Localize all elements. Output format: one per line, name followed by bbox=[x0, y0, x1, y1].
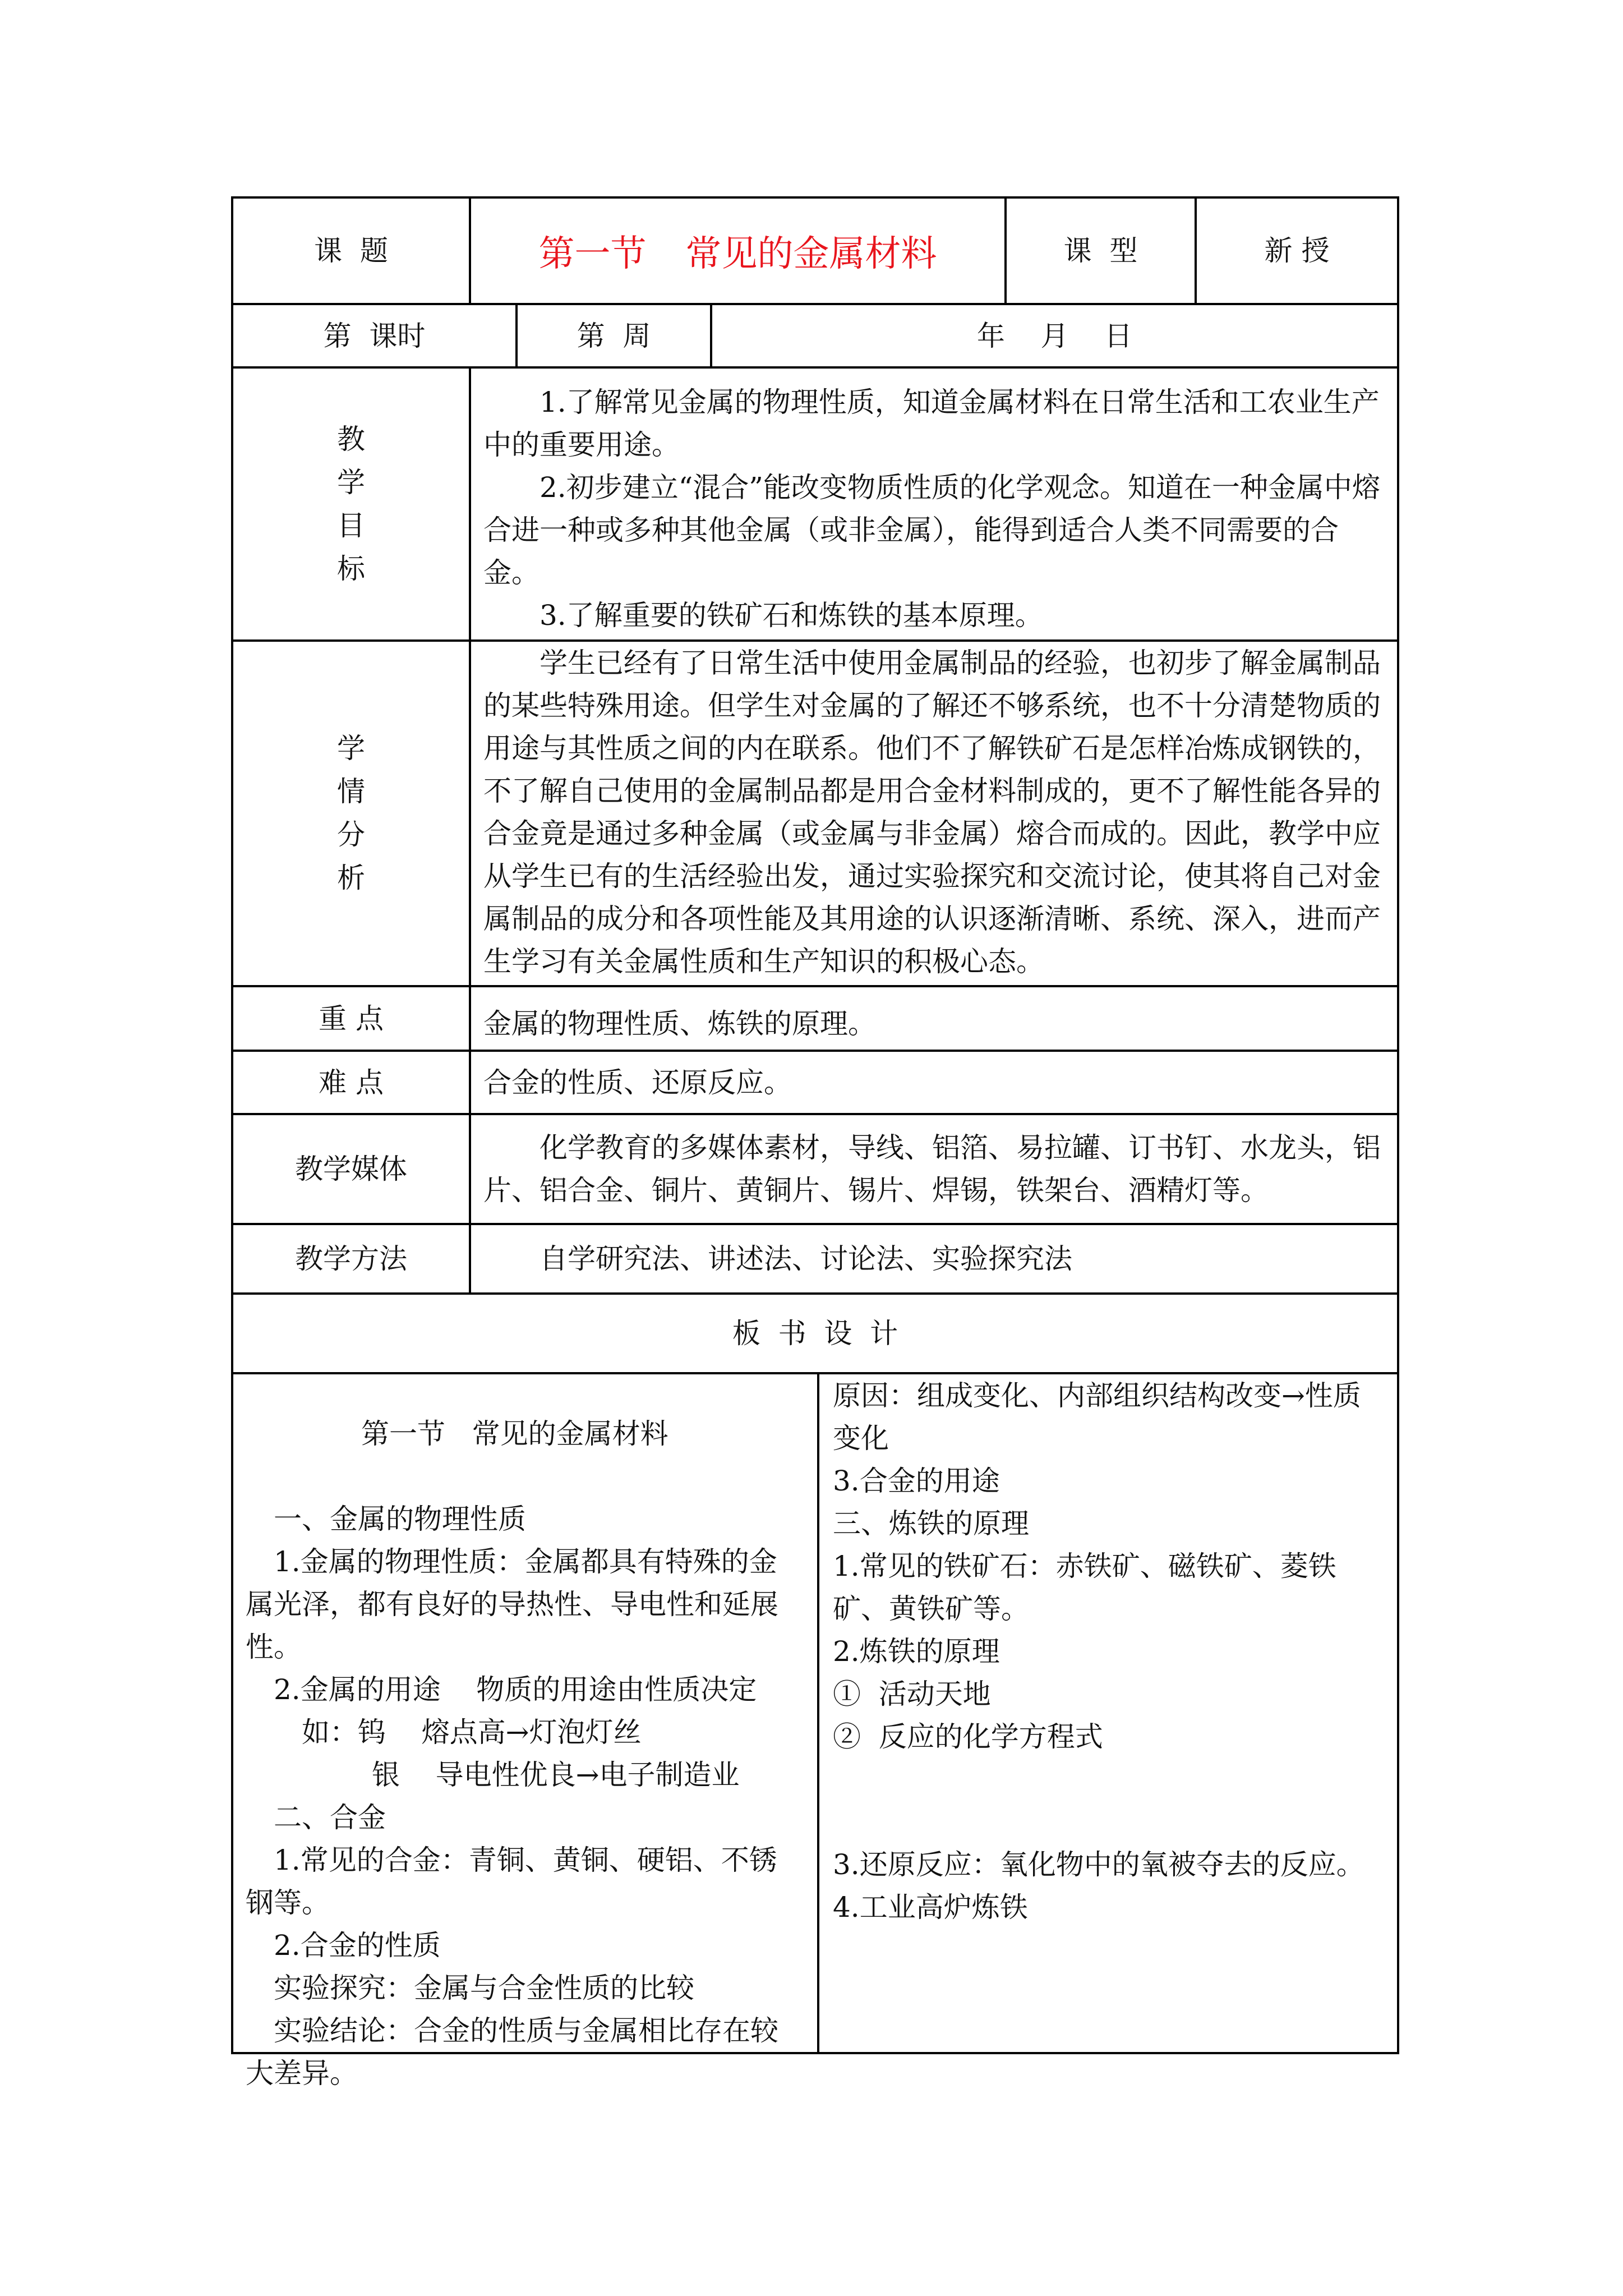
objectives-content bbox=[471, 369, 1399, 642]
objective-3: 3.了解重要的铁矿石和炼铁的基本原理。 bbox=[540, 599, 1043, 632]
board-line: 实验结论：合金的性质与金属相比存在较大差异。 bbox=[246, 2014, 778, 2090]
board-line: 1.金属的物理性质：金属都具有特殊的金属光泽，都有良好的导热性、导电性和延展性。 bbox=[246, 1545, 778, 1663]
analysis-label: 学 情 分 析 bbox=[233, 642, 471, 987]
board-line: 4.工业高炉炼铁 bbox=[833, 1891, 1028, 1924]
objective-1: 1.了解常见金属的物理性质，知道金属材料在日常生活和工农业生产中的重要用途。 bbox=[483, 386, 1380, 461]
difficulties-label: 难 点 bbox=[233, 1052, 471, 1115]
board-line: 二、合金 bbox=[274, 1801, 386, 1834]
media-value: 化学教育的多媒体素材，导线、铝箔、易拉罐、订书钉、水龙头，铝片、铝合金、铜片、黄铜片、锡片、焊锡，铁架台、酒精灯等。 bbox=[471, 1115, 1399, 1225]
topic-title: 常见的金属材料 bbox=[685, 233, 937, 275]
board-line: 1.常见的合金：青铜、黄铜、硬铝、不锈钢等。 bbox=[246, 1844, 777, 1919]
board-line: 三、炼铁的原理 bbox=[833, 1507, 1029, 1540]
board-right bbox=[819, 1374, 1399, 2054]
week-cell: 第 周 bbox=[518, 305, 712, 369]
topic-title-cell bbox=[471, 199, 1007, 305]
board-line: ① 活动天地 bbox=[833, 1678, 991, 1710]
type-value: 新 授 bbox=[1197, 199, 1399, 305]
board-line: 一、金属的物理性质 bbox=[274, 1503, 526, 1535]
board-line: 如：钨 熔点高→灯泡灯丝 bbox=[302, 1716, 642, 1749]
board-line: 2.炼铁的原理 bbox=[833, 1635, 1000, 1668]
lesson-plan-table bbox=[231, 196, 1399, 2090]
board-heading: 第一节 常见的金属材料 bbox=[361, 1418, 668, 1450]
key-points-label: 重 点 bbox=[233, 987, 471, 1052]
board-line: 1.常见的铁矿石：赤铁矿、磁铁矿、菱铁矿、黄铁矿等。 bbox=[833, 1550, 1336, 1625]
board-line: 2.合金的性质 bbox=[274, 1929, 441, 1962]
analysis-content bbox=[471, 642, 1399, 987]
topic-label-text: 课 题 bbox=[314, 234, 388, 267]
analysis-text: 学生已经有了日常生活中使用金属制品的经验，也初步了解金属制品的某些特殊用途。但学生对金属的了解还不够系统，也不十分清楚物质的用途与其性质之间的内在联系。他们不了解铁矿石是怎样冶炼成钢铁的，不了解自己使用的金属制品都是用合金材料制成的，更不了解性能各异的合金竟是通过多种金属（或金属与非金属）熔合而成的。因此，教学中应从学生已有的生活经验出发，通过实验探究和交流讨论，使其将自己对金属制品的成分和各项性能及其用途的认识逐渐清晰、系统、深入，进而产生学习有关金属性质和生产知识的积极心态。 bbox=[483, 647, 1381, 978]
board-title: 板 书 设 计 bbox=[233, 1295, 1399, 1374]
board-line: 银 导电性优良→电子制造业 bbox=[372, 1759, 740, 1791]
media-label: 教学媒体 bbox=[233, 1115, 471, 1225]
objective-2: 2.初步建立“混合”能改变物质性质的化学观念。知道在一种金属中熔合进一种或多种其他金属（或非金属），能得到适合人类不同需要的合金。 bbox=[483, 471, 1380, 589]
topic-label bbox=[233, 199, 471, 305]
date-cell: 年 月 日 bbox=[712, 305, 1399, 369]
key-points-value: 金属的物理性质、炼铁的原理。 bbox=[471, 987, 1399, 1052]
board-line: 实验探究：金属与合金性质的比较 bbox=[274, 1972, 694, 2004]
objectives-label: 教 学 目 标 bbox=[233, 369, 471, 642]
board-line: 原因：组成变化、内部组织结构改变→性质变化 bbox=[833, 1379, 1361, 1455]
board-line: 2.金属的用途 物质的用途由性质决定 bbox=[274, 1673, 757, 1706]
board-line: ② 反应的化学方程式 bbox=[833, 1720, 1103, 1753]
board-line: 3.合金的用途 bbox=[833, 1465, 1000, 1497]
methods-value: 自学研究法、讲述法、讨论法、实验探究法 bbox=[471, 1225, 1399, 1295]
difficulties-value: 合金的性质、还原反应。 bbox=[471, 1052, 1399, 1115]
topic-number: 第一节 bbox=[538, 233, 647, 275]
board-line: 3.还原反应：氧化物中的氧被夺去的反应。 bbox=[833, 1848, 1364, 1881]
type-label: 课 型 bbox=[1007, 199, 1197, 305]
period-cell: 第 课时 bbox=[233, 305, 518, 369]
board-left bbox=[233, 1374, 819, 2090]
methods-label: 教学方法 bbox=[233, 1225, 471, 1295]
